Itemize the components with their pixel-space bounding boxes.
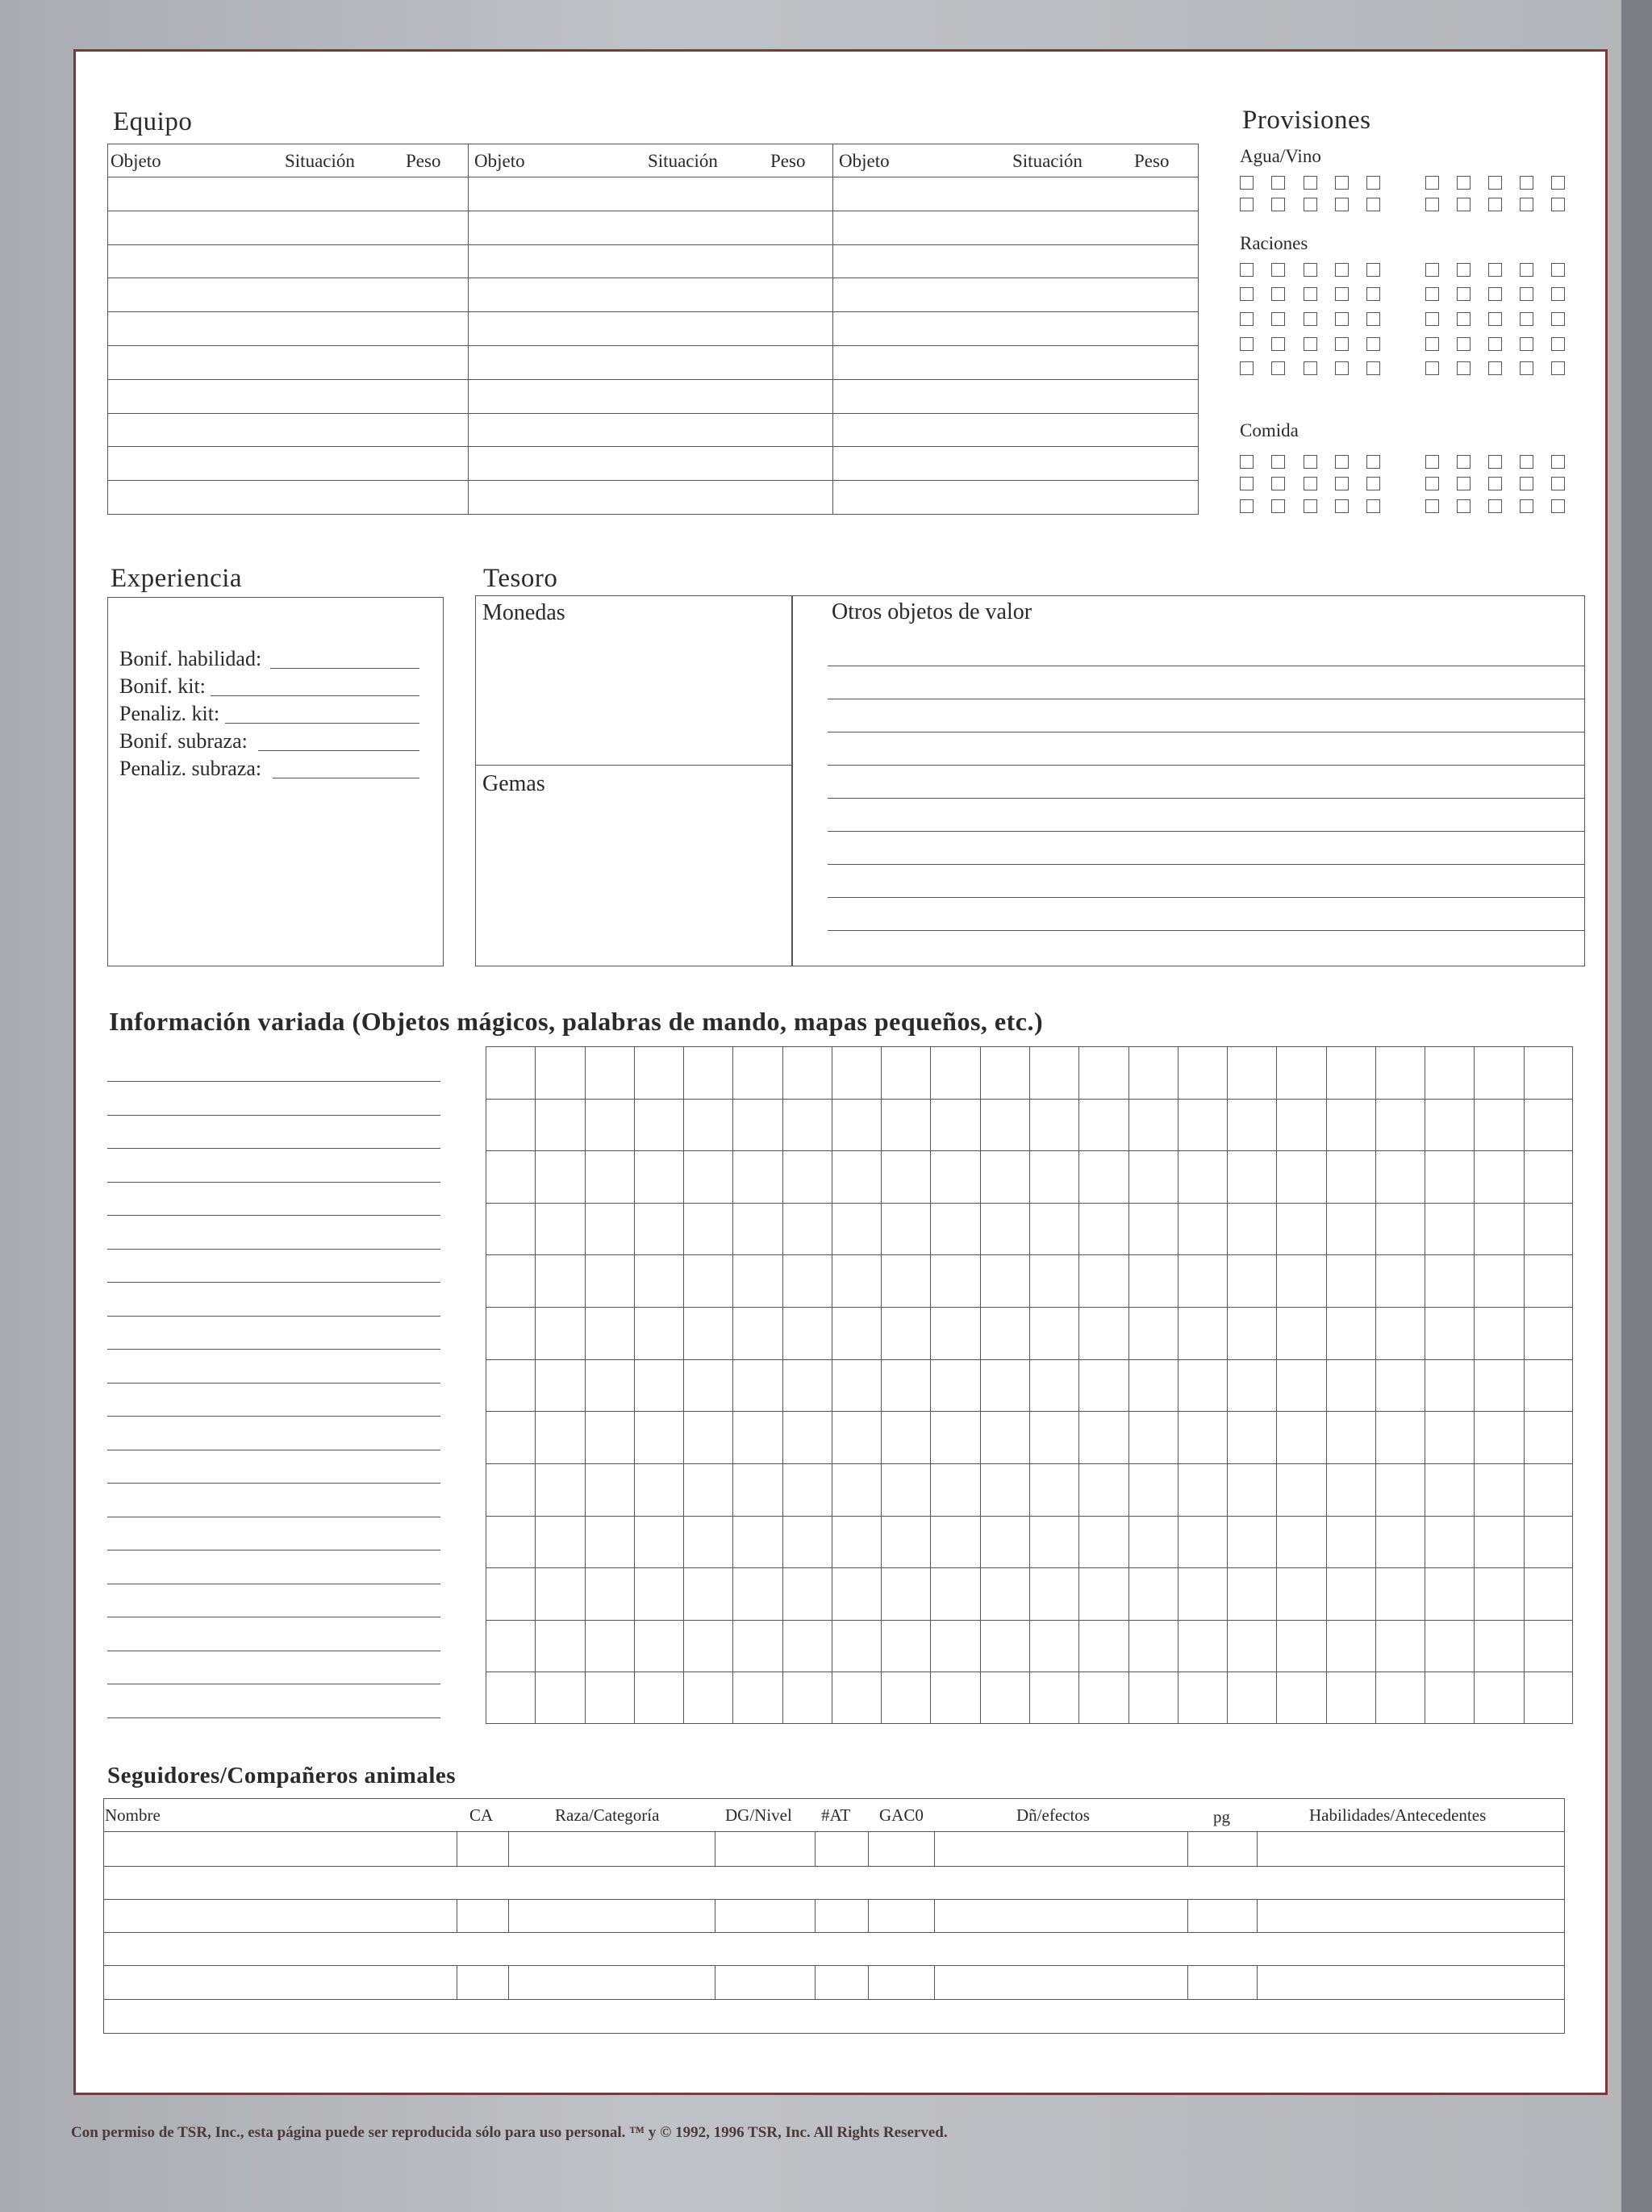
provision-checkbox[interactable] <box>1551 455 1565 469</box>
exp-field-line <box>270 668 419 669</box>
provision-checkbox[interactable] <box>1457 176 1471 190</box>
grid-row-line <box>486 1516 1573 1517</box>
seguidores-column-line <box>508 1899 509 1932</box>
provision-checkbox[interactable] <box>1304 361 1317 375</box>
informacion-line[interactable] <box>107 1416 440 1417</box>
seg-header-nombre: Nombre <box>105 1805 161 1825</box>
otros-objetos-line[interactable] <box>828 930 1584 931</box>
provision-checkbox[interactable] <box>1520 312 1533 326</box>
provision-checkbox[interactable] <box>1457 198 1471 211</box>
provision-checkbox[interactable] <box>1457 312 1471 326</box>
provision-checkbox[interactable] <box>1240 287 1254 301</box>
grid-column-line <box>1276 1046 1277 1724</box>
grid-row-line <box>486 1567 1573 1568</box>
provision-checkbox[interactable] <box>1457 287 1471 301</box>
provision-checkbox[interactable] <box>1425 198 1439 211</box>
provision-checkbox[interactable] <box>1240 477 1254 490</box>
informacion-line[interactable] <box>107 1148 440 1149</box>
informacion-line[interactable] <box>107 1316 440 1317</box>
provision-checkbox[interactable] <box>1240 499 1254 513</box>
seg-header-ca: CA <box>469 1805 494 1825</box>
seg-header-dn-efectos: Dñ/efectos <box>1016 1805 1090 1825</box>
provision-checkbox[interactable] <box>1271 477 1285 490</box>
provision-checkbox[interactable] <box>1240 263 1254 277</box>
provision-checkbox[interactable] <box>1335 198 1349 211</box>
provision-checkbox[interactable] <box>1520 198 1533 211</box>
provision-checkbox[interactable] <box>1425 477 1439 490</box>
provision-checkbox[interactable] <box>1551 477 1565 490</box>
informacion-line[interactable] <box>107 1081 440 1082</box>
provision-checkbox[interactable] <box>1271 499 1285 513</box>
provision-checkbox[interactable] <box>1425 287 1439 301</box>
equipo-title: Equipo <box>113 107 193 136</box>
otros-objetos-line[interactable] <box>828 765 1584 766</box>
provision-checkbox[interactable] <box>1240 312 1254 326</box>
provision-checkbox[interactable] <box>1335 312 1349 326</box>
provision-checkbox[interactable] <box>1551 198 1565 211</box>
informacion-line[interactable] <box>107 1717 440 1718</box>
provision-checkbox[interactable] <box>1366 455 1380 469</box>
provision-checkbox[interactable] <box>1304 176 1317 190</box>
seguidores-column-line <box>934 1831 935 1866</box>
grid-column-line <box>585 1046 586 1724</box>
seg-header-raza: Raza/Categoría <box>555 1805 660 1825</box>
page-edge-shadow <box>1621 0 1652 2212</box>
grid-column-line <box>1227 1046 1228 1724</box>
provision-checkbox[interactable] <box>1520 477 1533 490</box>
grid-row-line <box>486 1203 1573 1204</box>
provision-checkbox[interactable] <box>1425 312 1439 326</box>
otros-objetos-line[interactable] <box>828 798 1584 799</box>
provision-checkbox[interactable] <box>1488 263 1502 277</box>
equipo-header-objeto: Objeto <box>474 151 525 171</box>
provision-checkbox[interactable] <box>1520 176 1533 190</box>
provision-checkbox[interactable] <box>1425 361 1439 375</box>
provision-checkbox[interactable] <box>1488 477 1502 490</box>
provision-checkbox[interactable] <box>1304 477 1317 490</box>
grid-column-line <box>1178 1046 1179 1724</box>
equipo-table <box>107 144 1199 515</box>
exp-field-line <box>211 695 419 696</box>
provision-checkbox[interactable] <box>1520 287 1533 301</box>
monedas-label: Monedas <box>482 600 565 625</box>
provision-checkbox[interactable] <box>1425 455 1439 469</box>
provision-checkbox[interactable] <box>1488 287 1502 301</box>
provision-checkbox[interactable] <box>1520 263 1533 277</box>
provision-checkbox[interactable] <box>1488 499 1502 513</box>
informacion-line[interactable] <box>107 1115 440 1116</box>
equipo-header-peso: Peso <box>406 151 441 171</box>
provision-checkbox[interactable] <box>1488 312 1502 326</box>
provision-checkbox[interactable] <box>1335 287 1349 301</box>
raciones-label: Raciones <box>1240 233 1308 253</box>
seguidores-column-line <box>815 1831 816 1866</box>
seg-header-habilidades: Habilidades/Antecedentes <box>1309 1805 1487 1825</box>
equipo-header-situacion: Situación <box>285 151 355 171</box>
grid-column-line <box>1326 1046 1327 1724</box>
informacion-line[interactable] <box>107 1182 440 1183</box>
seguidores-row-line <box>103 1866 1565 1867</box>
provision-checkbox[interactable] <box>1457 455 1471 469</box>
equipo-row-line <box>107 413 1199 414</box>
informacion-line[interactable] <box>107 1483 440 1484</box>
seguidores-row-line <box>103 1965 1565 1966</box>
provision-checkbox[interactable] <box>1520 455 1533 469</box>
copyright-footer: Con permiso de TSR, Inc., esta página puede ser reproducida sólo para uso personal. ™ y © 1992, 1996 TSR, Inc. All Rights Reserved. <box>71 2124 948 2141</box>
equipo-header-situacion: Situación <box>1012 151 1083 171</box>
provision-checkbox[interactable] <box>1240 455 1254 469</box>
equipo-row-line <box>107 446 1199 447</box>
gemas-label: Gemas <box>482 771 545 796</box>
otros-objetos-line[interactable] <box>828 864 1584 865</box>
provision-checkbox[interactable] <box>1425 499 1439 513</box>
exp-field-line <box>258 750 419 751</box>
provision-checkbox[interactable] <box>1551 337 1565 351</box>
seg-header-gac0: GAC0 <box>879 1805 924 1825</box>
grid-column-line <box>881 1046 882 1724</box>
grid-column-line <box>1524 1046 1525 1724</box>
grid-row-line <box>486 1099 1573 1100</box>
equipo-header-peso: Peso <box>770 151 806 171</box>
equipo-header-situacion: Situación <box>648 151 718 171</box>
provision-checkbox[interactable] <box>1551 312 1565 326</box>
seg-header-pg: pg <box>1213 1807 1230 1826</box>
provision-checkbox[interactable] <box>1335 176 1349 190</box>
provision-checkbox[interactable] <box>1551 361 1565 375</box>
provision-checkbox[interactable] <box>1304 455 1317 469</box>
grid-column-line <box>732 1046 733 1724</box>
exp-field-line <box>225 723 419 724</box>
experiencia-title: Experiencia <box>111 564 243 593</box>
seg-header-at: #AT <box>821 1805 851 1825</box>
provision-checkbox[interactable] <box>1425 176 1439 190</box>
seguidores-row-line <box>103 1831 1565 1832</box>
equipo-row-line <box>107 480 1199 481</box>
grid-column-line <box>980 1046 981 1724</box>
provision-checkbox[interactable] <box>1240 337 1254 351</box>
informacion-line[interactable] <box>107 1215 440 1216</box>
grid-column-line <box>1375 1046 1376 1724</box>
provision-checkbox[interactable] <box>1551 176 1565 190</box>
provision-checkbox[interactable] <box>1335 499 1349 513</box>
otros-objetos-label: Otros objetos de valor <box>832 599 1032 624</box>
seguidores-column-line <box>934 1899 935 1932</box>
seguidores-column-line <box>508 1965 509 1999</box>
equipo-row-line <box>107 244 1199 245</box>
provision-checkbox[interactable] <box>1366 477 1380 490</box>
provision-checkbox[interactable] <box>1366 176 1380 190</box>
seguidores-column-line <box>868 1899 869 1932</box>
provision-checkbox[interactable] <box>1488 455 1502 469</box>
tesoro-box <box>475 595 1585 966</box>
grid-column-line <box>930 1046 931 1724</box>
provision-checkbox[interactable] <box>1425 263 1439 277</box>
provision-checkbox[interactable] <box>1457 337 1471 351</box>
seguidores-column-line <box>815 1965 816 1999</box>
provision-checkbox[interactable] <box>1271 198 1285 211</box>
grid-column-line <box>1029 1046 1030 1724</box>
provision-checkbox[interactable] <box>1520 499 1533 513</box>
tesoro-title: Tesoro <box>483 564 558 593</box>
provision-checkbox[interactable] <box>1304 263 1317 277</box>
provision-checkbox[interactable] <box>1304 499 1317 513</box>
provision-checkbox[interactable] <box>1271 263 1285 277</box>
equipo-row-line <box>107 311 1199 312</box>
informacion-line[interactable] <box>107 1282 440 1283</box>
seguidores-column-line <box>868 1965 869 1999</box>
provision-checkbox[interactable] <box>1304 198 1317 211</box>
informacion-line[interactable] <box>107 1383 440 1384</box>
grid-column-line <box>683 1046 684 1724</box>
provision-checkbox[interactable] <box>1366 312 1380 326</box>
provision-checkbox[interactable] <box>1366 499 1380 513</box>
seguidores-column-line <box>1187 1899 1188 1932</box>
seguidores-row-line <box>103 1899 1565 1900</box>
provision-checkbox[interactable] <box>1488 361 1502 375</box>
provision-checkbox[interactable] <box>1271 455 1285 469</box>
grid-row-line <box>486 1359 1573 1360</box>
seguidores-column-line <box>1257 1899 1258 1932</box>
equipo-header-objeto: Objeto <box>839 151 890 171</box>
grid-row-line <box>486 1463 1573 1464</box>
grid-column-line <box>1078 1046 1079 1724</box>
grid-row-line <box>486 1307 1573 1308</box>
seguidores-column-line <box>815 1899 816 1932</box>
provision-checkbox[interactable] <box>1366 198 1380 211</box>
informacion-title: Información variada (Objetos mágicos, palabras de mando, mapas pequeños, etc.) <box>109 1007 1044 1036</box>
provision-checkbox[interactable] <box>1240 361 1254 375</box>
agua-vino-label: Agua/Vino <box>1240 146 1321 166</box>
seguidores-column-line <box>934 1965 935 1999</box>
informacion-line[interactable] <box>107 1249 440 1250</box>
provision-checkbox[interactable] <box>1457 361 1471 375</box>
equipo-header-peso: Peso <box>1134 151 1170 171</box>
provision-checkbox[interactable] <box>1366 361 1380 375</box>
provision-checkbox[interactable] <box>1366 263 1380 277</box>
seguidores-row-line <box>103 1999 1565 2000</box>
provision-checkbox[interactable] <box>1335 263 1349 277</box>
provision-checkbox[interactable] <box>1488 198 1502 211</box>
provision-checkbox[interactable] <box>1457 499 1471 513</box>
grid-row-line <box>486 1411 1573 1412</box>
provision-checkbox[interactable] <box>1551 499 1565 513</box>
provision-checkbox[interactable] <box>1488 337 1502 351</box>
equipo-col-divider <box>832 144 833 515</box>
grid-column-line <box>782 1046 783 1724</box>
provision-checkbox[interactable] <box>1335 477 1349 490</box>
grid-column-line <box>1128 1046 1129 1724</box>
provision-checkbox[interactable] <box>1488 176 1502 190</box>
provisiones-title: Provisiones <box>1242 106 1371 135</box>
provision-checkbox[interactable] <box>1457 477 1471 490</box>
exp-field-bonif-habilidad: Bonif. habilidad: <box>119 647 262 670</box>
provision-checkbox[interactable] <box>1520 337 1533 351</box>
provision-checkbox[interactable] <box>1366 287 1380 301</box>
grid-row-line <box>486 1254 1573 1255</box>
provision-checkbox[interactable] <box>1366 337 1380 351</box>
exp-field-penaliz-subraza: Penaliz. subraza: <box>119 757 262 780</box>
provision-checkbox[interactable] <box>1335 337 1349 351</box>
seguidores-column-line <box>1257 1965 1258 1999</box>
seguidores-column-line <box>1187 1965 1188 1999</box>
equipo-header-objeto: Objeto <box>111 151 161 171</box>
equipo-col-divider <box>468 144 469 515</box>
informacion-line[interactable] <box>107 1349 440 1350</box>
provision-checkbox[interactable] <box>1240 176 1254 190</box>
exp-field-bonif-subraza: Bonif. subraza: <box>119 729 248 753</box>
tesoro-divider <box>791 595 793 966</box>
seguidores-column-line <box>1257 1831 1258 1866</box>
grid-column-line <box>535 1046 536 1724</box>
exp-field-bonif-kit: Bonif. kit: <box>119 674 206 698</box>
provision-checkbox[interactable] <box>1271 287 1285 301</box>
provision-checkbox[interactable] <box>1335 455 1349 469</box>
provision-checkbox[interactable] <box>1551 263 1565 277</box>
seg-header-dg-nivel: DG/Nivel <box>725 1805 792 1825</box>
provision-checkbox[interactable] <box>1425 337 1439 351</box>
provision-checkbox[interactable] <box>1304 337 1317 351</box>
equipo-row-line <box>107 379 1199 380</box>
seguidores-column-line <box>508 1831 509 1866</box>
monedas-gemas-divider <box>475 765 791 766</box>
provision-checkbox[interactable] <box>1551 287 1565 301</box>
seguidores-title: Seguidores/Compañeros animales <box>107 1763 457 1788</box>
comida-label: Comida <box>1240 420 1299 440</box>
seguidores-row-line <box>103 1932 1565 1933</box>
provision-checkbox[interactable] <box>1240 198 1254 211</box>
grid-column-line <box>1474 1046 1475 1724</box>
provision-checkbox[interactable] <box>1271 312 1285 326</box>
provision-checkbox[interactable] <box>1271 361 1285 375</box>
provision-checkbox[interactable] <box>1304 312 1317 326</box>
provision-checkbox[interactable] <box>1271 176 1285 190</box>
seguidores-column-line <box>868 1831 869 1866</box>
seguidores-column-line <box>1187 1831 1188 1866</box>
grid-row-line <box>486 1150 1573 1151</box>
provision-checkbox[interactable] <box>1271 337 1285 351</box>
exp-field-penaliz-kit: Penaliz. kit: <box>119 702 220 725</box>
otros-objetos-line[interactable] <box>828 897 1584 898</box>
grid-column-line <box>634 1046 635 1724</box>
equipo-row-line <box>107 345 1199 346</box>
grid-row-line <box>486 1620 1573 1621</box>
provision-checkbox[interactable] <box>1304 287 1317 301</box>
otros-objetos-line[interactable] <box>828 831 1584 832</box>
provision-checkbox[interactable] <box>1335 361 1349 375</box>
provision-checkbox[interactable] <box>1457 263 1471 277</box>
provision-checkbox[interactable] <box>1520 361 1533 375</box>
